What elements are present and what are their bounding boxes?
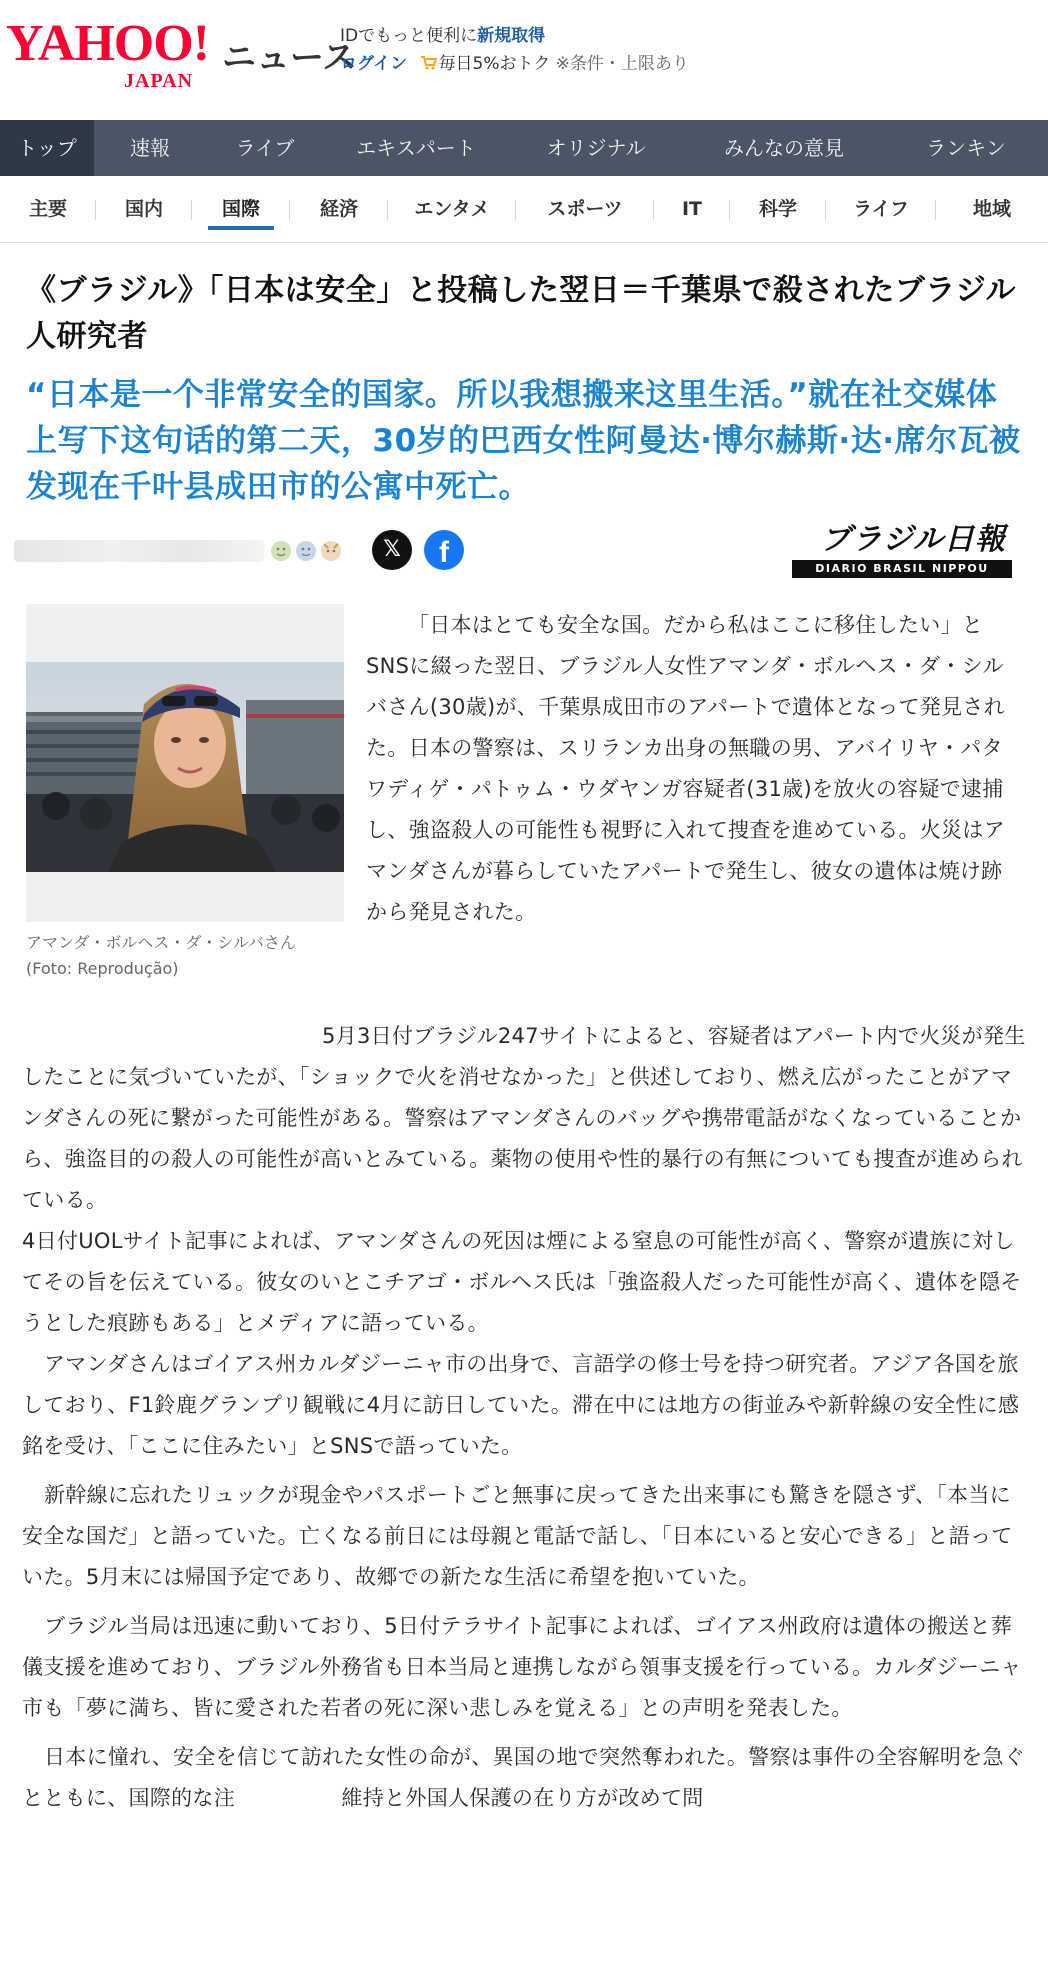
category-label: エンタメ	[414, 198, 490, 220]
translation-overlay: “日本是一个非常安全的国家。所以我想搬来这里生活。”就在社交媒体上写下这句话的第二天，30岁的巴西女性阿曼达·博尔赫斯·达·席尔瓦被发现在千叶县成田市的公寓中死亡。	[26, 377, 1021, 505]
article-paragraph-7: 日本に憧れ、安全を信じて訪れた女性の命が、異国の地で突然奪われた。警察は事件の全容解明を急ぐとともに、国際的な注 維持と外国人保護の在り方が改めて問	[22, 1745, 1026, 1810]
article-paragraph-4: アマンダさんはゴイアス州カルダジーニャ市の出身で、言語学の修士号を持つ研究者。アジア各国を旅しており、F1鈴鹿グランプリ観戦に4月に訪日していた。滞在中には地方の街並みや新幹線の安全性に感銘を受け、「ここに住みたい」とSNSで語っていた。	[22, 1352, 1020, 1458]
yahoo-japan-logo[interactable]	[6, 15, 216, 92]
category-label: 経済	[319, 198, 358, 220]
site-header	[0, 0, 1048, 110]
article-paragraph-6: ブラジル当局は迅速に動いており、5日付テラサイト記事によれば、ゴイアス州政府は遺体の搬送と葬儀支援を進めており、ブラジル外務省も日本当局と連携しながら領事支援を行っている。カルダジーニャ市も「夢に満ち、皆に愛された若者の死に深い悲しみを覚える」との声明を発表した。	[22, 1614, 1022, 1720]
register-link[interactable]: 新規取得	[477, 26, 546, 46]
category-it[interactable]	[654, 186, 730, 242]
nav-item-expert[interactable]: エキスパート	[356, 136, 476, 160]
active-tab-indicator	[208, 226, 274, 230]
category-label: 主要	[28, 198, 67, 220]
nav-item-breaking[interactable]: 速報	[130, 136, 170, 160]
category-regional[interactable]	[936, 186, 1048, 242]
category-life[interactable]	[826, 186, 936, 242]
header-promo	[340, 22, 689, 78]
category-domestic[interactable]	[96, 186, 192, 242]
category-label: 国内	[124, 198, 163, 220]
article-photo[interactable]	[26, 604, 344, 922]
category-label: 国際	[221, 198, 260, 220]
category-label: 科学	[758, 198, 797, 220]
publisher-logo[interactable]	[792, 522, 1012, 584]
article-paragraph-1: 「日本はとても安全な国。だから私はここに移住したい」とSNSに綴った翌日、ブラジル人女性アマンダ・ボルヘス・ダ・シルバさん(30歳)が、千葉県成田市のアパートで遺体となって発見された。日本の警察は、スリランカ出身の無職の男、アバイリヤ・パタワディゲ・パトゥム・ウダヤンガ容疑者(31歳)を放火の容疑で逮捕し、強盗殺人の可能性も視野に入れて捜査を進めている。火災はアマンダさんが暮らしていたアパートで発生し、彼女の遺体は焼け跡から発見された。	[366, 613, 1006, 924]
category-label: スポーツ	[547, 198, 623, 220]
publisher-name: ブラジル日報	[820, 522, 1006, 557]
photo-illustration	[26, 604, 344, 922]
nav-item-opinions[interactable]: みんなの意見	[724, 136, 844, 160]
article-body	[22, 1016, 1028, 1819]
category-nav	[0, 186, 1048, 243]
category-science[interactable]	[730, 186, 826, 242]
category-international[interactable]	[192, 186, 290, 242]
nav-item-live[interactable]: ライブ	[235, 136, 295, 160]
article-paragraph-2: 5月3日付ブラジル247サイトによると、容疑者はアパート内で火災が発生したことに気づいていたが、「ショックで火を消せなかった」と供述しており、燃え広がったことがアマンダさんの死に繋がった可能性がある。警察はアマンダさんのバッグや携帯電話がなくなっていることから、強盗目的の殺人の可能性が高いとみている。薬物の使用や性的暴行の有無についても捜査が進められている。	[22, 1024, 1026, 1212]
facebook-icon[interactable]: f	[424, 530, 464, 570]
category-entertainment[interactable]	[388, 186, 516, 242]
article-paragraph-5: 新幹線に忘れたリュックが現金やパスポートごと無事に戻ってきた出来事にも驚きを隠さず、「本当に安全な国だ」と語っていた。亡くなる前日には母親と電話で話し、「日本にいると安心できる」と語っていた。5月末には帰国予定であり、故郷での新たな生活に希望を抱いていた。	[22, 1483, 1013, 1589]
reaction-emoji-icon	[268, 538, 354, 564]
article-paragraph-3: 4日付UOLサイト記事によれば、アマンダさんの死因は煙による窒息の可能性が高く、警察が遺族に対してその旨を伝えている。彼女のいとこチアゴ・ボルヘス氏は「強盗殺人だった可能性が高く、遺体を隠そうとした痕跡もある」とメディアに語っている。	[22, 1229, 1022, 1335]
category-sports[interactable]	[516, 186, 654, 242]
category-label: 地域	[972, 198, 1011, 220]
promo-note: ※条件・上限あり	[555, 54, 689, 74]
logo-subtext: JAPAN	[124, 70, 194, 92]
logo-wordmark: YAHOO!	[6, 15, 209, 72]
photo-caption: アマンダ・ボルヘス・ダ・シルバさん (Foto: Reprodução)	[26, 933, 296, 978]
x-icon[interactable]: 𝕏	[372, 530, 412, 570]
category-label: IT	[681, 198, 703, 220]
promo-offer[interactable]: 毎日5%おトク	[438, 54, 551, 74]
article-title: 《ブラジル》「日本は安全」と投稿した翌日＝千葉県で殺されたブラジル人研究者	[26, 273, 1016, 354]
nav-item-top[interactable]: トップ	[0, 120, 94, 176]
share-row	[14, 522, 1034, 578]
promo-line-1	[340, 22, 689, 50]
cart-icon	[421, 56, 437, 70]
promo-line-2	[340, 50, 689, 78]
publisher-subtitle: DIARIO BRASIL NIPPOU	[792, 560, 1012, 578]
category-economy[interactable]	[290, 186, 388, 242]
promo-text: IDでもっと便利に	[340, 26, 478, 46]
login-link[interactable]: ログイン	[340, 54, 408, 74]
category-label: ライフ	[853, 198, 909, 220]
blurred-byline	[14, 540, 264, 562]
nav-item-original[interactable]: オリジナル	[546, 136, 646, 160]
category-main[interactable]	[0, 186, 96, 242]
nav-item-ranking[interactable]: ランキン	[926, 136, 1006, 160]
primary-nav	[0, 120, 1048, 176]
section-label[interactable]: ニュース	[222, 38, 357, 78]
